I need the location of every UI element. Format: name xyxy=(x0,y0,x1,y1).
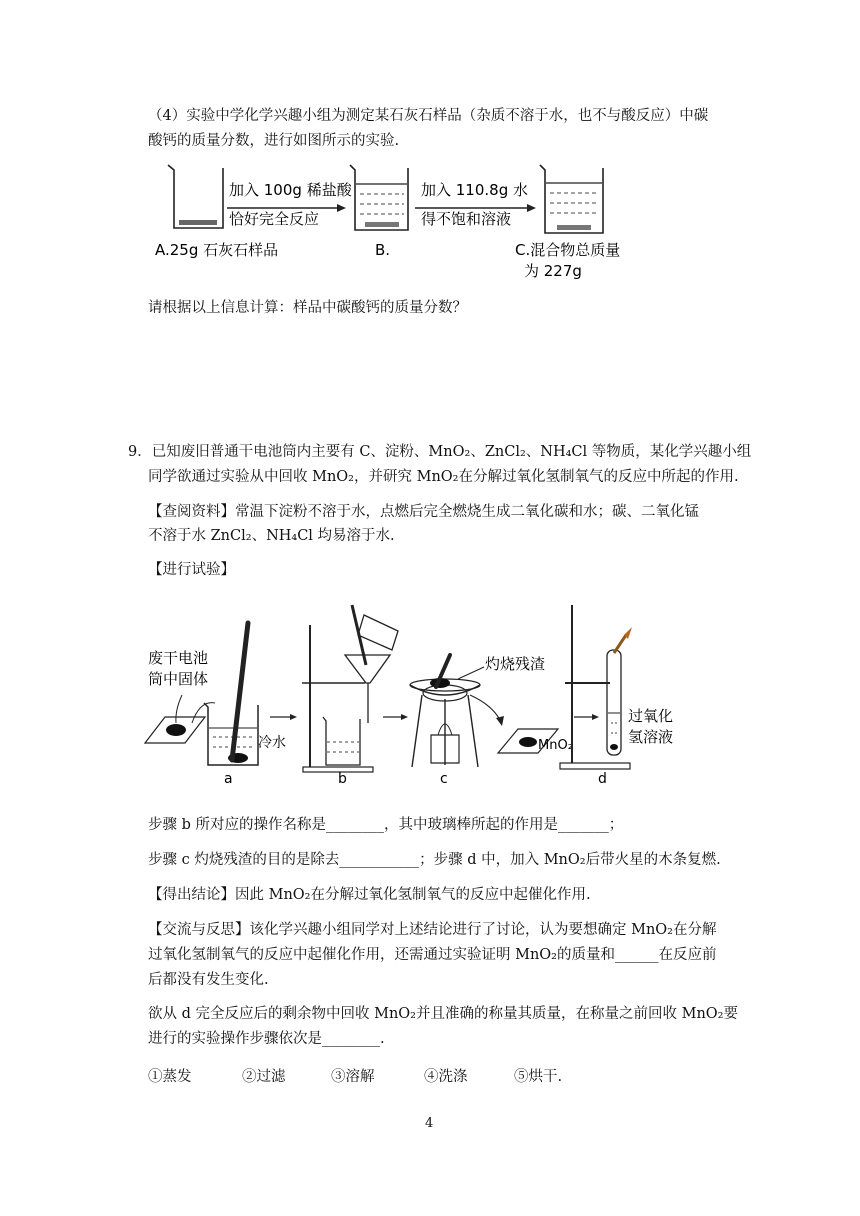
h2o2-label-line2: 氢溶液 xyxy=(628,728,674,746)
filtration-setup-b xyxy=(302,605,398,772)
page-number: 4 xyxy=(425,1116,434,1131)
beaker-b xyxy=(350,165,408,230)
q8-intro-line1: （4）实验中学化学兴趣小组为测定某石灰石样品（杂质不溶于水，也不与酸反应）中碳 xyxy=(148,108,709,124)
h2o2-label-line1: 过氧化 xyxy=(628,707,674,725)
label-b: B. xyxy=(375,241,391,259)
q9-line1: 9．已知废旧普通干电池筒内主要有 C、淀粉、MnO₂、ZnCl₂、NH₄Cl 等物质，某化学兴趣小组 xyxy=(128,444,752,460)
burn-residue-label: 灼烧残渣 xyxy=(485,655,546,673)
waste-label-line2: 筒中固体 xyxy=(148,670,209,688)
q9-line2: 同学欲通过实验从中回收 MnO₂，并研究 MnO₂在分解过氧化氢制氧气的反应中所起的作用. xyxy=(148,469,739,485)
q9-recover-line1: 欲从 d 完全反应后的剩余物中回收 MnO₂并且准确的称量其质量，在称量之前回收 MnO₂要 xyxy=(148,1006,738,1022)
q8-question: 请根据以上信息计算：样品中碳酸钙的质量分数？ xyxy=(148,300,467,316)
cold-water-label: 冷水 xyxy=(258,735,286,751)
arrow2-bottom-text: 得不饱和溶液 xyxy=(421,210,512,228)
arrow1-top-text: 加入 100g 稀盐酸 xyxy=(229,181,352,199)
label-step-d: d xyxy=(598,771,607,787)
beaker-a-apparatus xyxy=(204,623,258,765)
apparatus-figure xyxy=(140,595,674,795)
arrow2-top-text: 加入 110.8g 水 xyxy=(421,181,528,199)
label-c-line1: C.混合物总质量 xyxy=(515,241,621,259)
option-3: ③溶解 xyxy=(331,1069,375,1085)
option-1: ①蒸发 xyxy=(148,1069,192,1085)
mno2-label: MnO₂ xyxy=(538,738,573,753)
q9-reflect-line3: 后都没有发生变化. xyxy=(148,972,269,988)
q9-info2: 不溶于水 ZnCl₂、NH₄Cl 均易溶于水. xyxy=(148,528,395,544)
option-2: ②过滤 xyxy=(242,1069,286,1085)
label-step-a: a xyxy=(224,771,233,787)
label-c-line2: 为 227g xyxy=(524,262,582,280)
label-step-b: b xyxy=(338,771,347,787)
label-step-c: c xyxy=(440,771,448,787)
q9-step-b: 步骤 b 所对应的操作名称是________，其中玻璃棒所起的作用是_______； xyxy=(148,817,624,833)
q9-reflect-line2: 过氧化氢制氧气的反应中起催化作用，还需通过实验证明 MnO₂的质量和______在反应前 xyxy=(148,947,717,963)
waste-label-line1: 废干电池 xyxy=(148,649,209,667)
option-4: ④洗涤 xyxy=(424,1069,468,1085)
q8-intro-line2: 酸钙的质量分数，进行如图所示的实验. xyxy=(148,133,400,149)
q9-step-c: 步骤 c 灼烧残渣的目的是除去___________；步骤 d 中，加入 MnO₂后带火星的木条复燃. xyxy=(148,852,721,868)
burning-setup-c xyxy=(410,655,480,767)
beaker-a xyxy=(168,165,223,228)
q9-info1: 【查阅资料】常温下淀粉不溶于水，点燃后完全燃烧生成二氧化碳和水；碳、二氧化锰 xyxy=(148,504,699,520)
option-5: ⑤烘干. xyxy=(514,1069,563,1085)
q9-recover-line2: 进行的实验操作步骤依次是________. xyxy=(148,1031,385,1047)
q9-conclusion: 【得出结论】因此 MnO₂在分解过氧化氢制氧气的反应中起催化作用. xyxy=(148,887,591,903)
q9-experiment-heading: 【进行试验】 xyxy=(148,562,235,578)
q9-reflect-line1: 【交流与反思】该化学兴趣小组同学对上述结论进行了讨论，认为要想确定 MnO₂在分解 xyxy=(148,922,717,938)
label-a: A.25g 石灰石样品 xyxy=(155,241,279,259)
arrow1-bottom-text: 恰好完全反应 xyxy=(229,210,320,228)
beaker-c xyxy=(540,165,603,233)
beaker-experiment-figure xyxy=(155,160,635,285)
